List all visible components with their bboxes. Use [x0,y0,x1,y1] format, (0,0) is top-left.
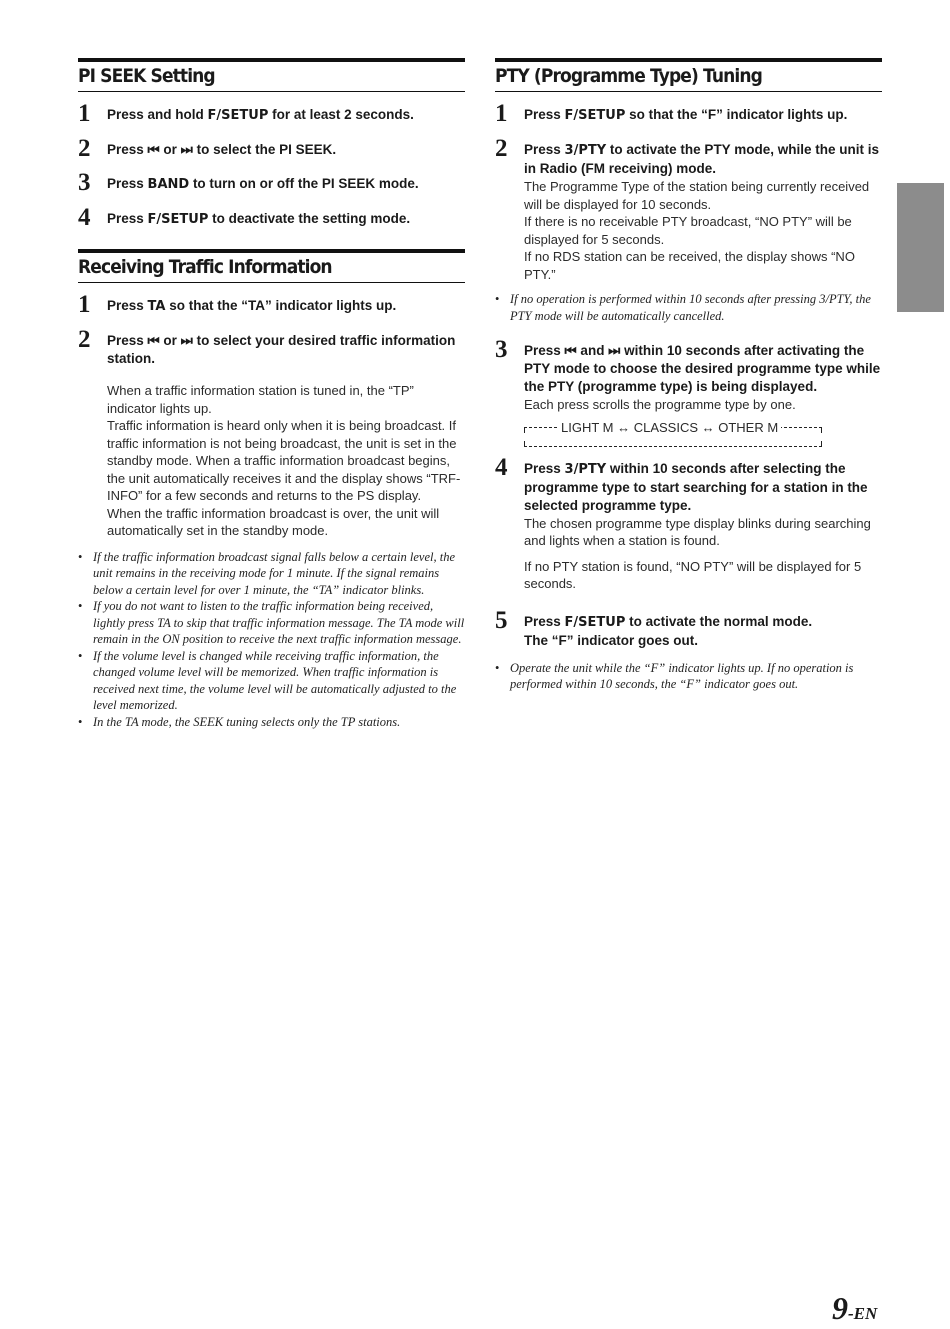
traffic-section [78,249,465,730]
note-item: • If the traffic information broadcast signal falls below a certain level, the unit remains in the receiving mode for 1 minute. If the signal remains below a certain level for over 1 minute, the “TA” indicator blinks. [78,549,465,599]
body-text: The Programme Type of the station being currently received will be displayed for 10 seconds. [524,179,870,212]
body-text: Traffic information is heard only when it is being broadcast. If traffic information is not being broadcast, the unit is set in the standby mode. When a traffic information broadcast begins, the unit automatically receives it and the display shows “TRF-INFO” for a few seconds and returns to the PS display. [107,418,461,503]
step-number: 3 [78,169,91,196]
section-header [495,58,882,92]
sequence-bottom-line [524,441,822,447]
note-item: • If you do not want to listen to the traffic information being received, lightly press TA to skip that traffic information message. The TA mode will remain in the ON position to receive the next traffic information message. [78,598,465,648]
step-number: 2 [78,135,91,162]
step-1 [78,100,465,127]
key-label: F/SETUP [147,212,209,227]
step-5 [495,606,882,650]
step-text: Press BAND to turn on or off the PI SEEK mode. [107,176,419,192]
section-title: PI SEEK Setting [78,65,215,87]
key-label: BAND [147,177,190,192]
step-content [524,458,882,593]
step-number: 3 [495,336,508,363]
body-text: If no PTY station is found, “NO PTY” will be displayed for 5 seconds. [524,558,862,591]
step-content [524,340,882,458]
step-text: Press F/SETUP to activate the normal mode. [524,613,813,630]
notes-list [495,291,882,324]
step-number: 1 [78,291,91,318]
page-number: 9-EN [832,1290,878,1326]
key-label: 3/PTY [564,461,607,477]
step-text: Press F/SETUP to deactivate the setting mode. [107,211,411,227]
step-3 [78,169,465,196]
sequence-label: LIGHT M ↔ CLASSICS ↔ OTHER M [558,419,781,437]
step-number: 4 [495,453,508,481]
step-3 [495,336,882,458]
body-text: Each press scrolls the programme type by one. [524,397,796,412]
notes-list [495,660,882,693]
step-text-line2: The “F” indicator goes out. [524,632,699,648]
section-header [78,249,465,283]
body-text: The chosen programme type display blinks during searching and lights when a station is found. [524,515,871,548]
body-text: When the traffic information broadcast is over, the unit will automatically set in the standby mode. [107,505,440,538]
step-1 [495,100,882,127]
step-number: 2 [495,135,508,162]
step-4 [495,453,882,593]
section-header [78,58,465,92]
step-text: Press and hold F/SETUP for at least 2 seconds. [107,107,414,123]
notes-list [78,549,465,731]
pty-section [495,58,882,693]
step-content [524,139,882,283]
step-2 [78,135,465,162]
note-item: • In the TA mode, the SEEK tuning selects only the TP stations. [78,714,465,731]
key-label: F/SETUP [564,614,626,630]
key-label: F/SETUP [564,108,626,123]
step-text: Press ⏮ or ⏭ to select your desired traffic information station. [107,333,456,366]
step-number: 5 [495,606,508,634]
key-label: TA [147,299,166,314]
note-item: • Operate the unit while the “F” indicator lights up. If no operation is performed within 10 seconds, the “F” indicator goes out. [495,660,882,693]
pty-sequence-diagram [524,420,822,448]
step-4 [78,204,465,231]
key-label: 3/PTY [564,143,607,158]
step-text: Press ⏮ and ⏭ within 10 seconds after activating the PTY mode to choose the desired programme type while the PTY (programme type) is being displayed. [524,343,881,394]
right-column [495,58,882,693]
left-column [78,58,465,730]
step-text: Press 3/PTY to activate the PTY mode, while the unit is in Radio (FM receiving) mode. [524,142,879,176]
step-number: 4 [78,204,91,231]
note-item: • If the volume level is changed while receiving traffic information, the changed volume level will be memorized. When traffic information is received next time, the volume level will be automatically adjusted to the level memorized. [78,648,465,714]
step-1 [78,291,465,318]
step-number: 1 [495,100,508,127]
section-title: PTY (Programme Type) Tuning [495,65,762,87]
step-2-body [107,382,465,540]
body-text: When a traffic information station is tuned in, the “TP” indicator lights up. [107,383,414,416]
body-text: If there is no receivable PTY broadcast, “NO PTY” will be displayed for 5 seconds. [524,214,852,247]
step-text: Press TA so that the “TA” indicator lights up. [107,298,397,314]
step-2 [78,326,465,368]
step-number: 2 [78,326,91,353]
side-tab-marker [897,183,944,312]
step-content [524,611,812,650]
step-2 [495,135,882,283]
step-text: Press ⏮ or ⏭ to select the PI SEEK. [107,142,337,157]
key-label: F/SETUP [207,108,269,123]
note-item: • If no operation is performed within 10 seconds after pressing 3/PTY, the PTY mode will be automatically cancelled. [495,291,882,324]
pi-seek-section [78,58,465,229]
step-text: Press 3/PTY within 10 seconds after selecting the programme type to start searching for a station in the selected programme type. [524,460,868,513]
step-text: Press F/SETUP so that the “F” indicator lights up. [524,107,848,123]
body-text: If no RDS station can be received, the display shows “NO PTY.” [524,249,855,282]
step-number: 1 [78,100,91,127]
section-title: Receiving Traffic Information [78,256,332,278]
